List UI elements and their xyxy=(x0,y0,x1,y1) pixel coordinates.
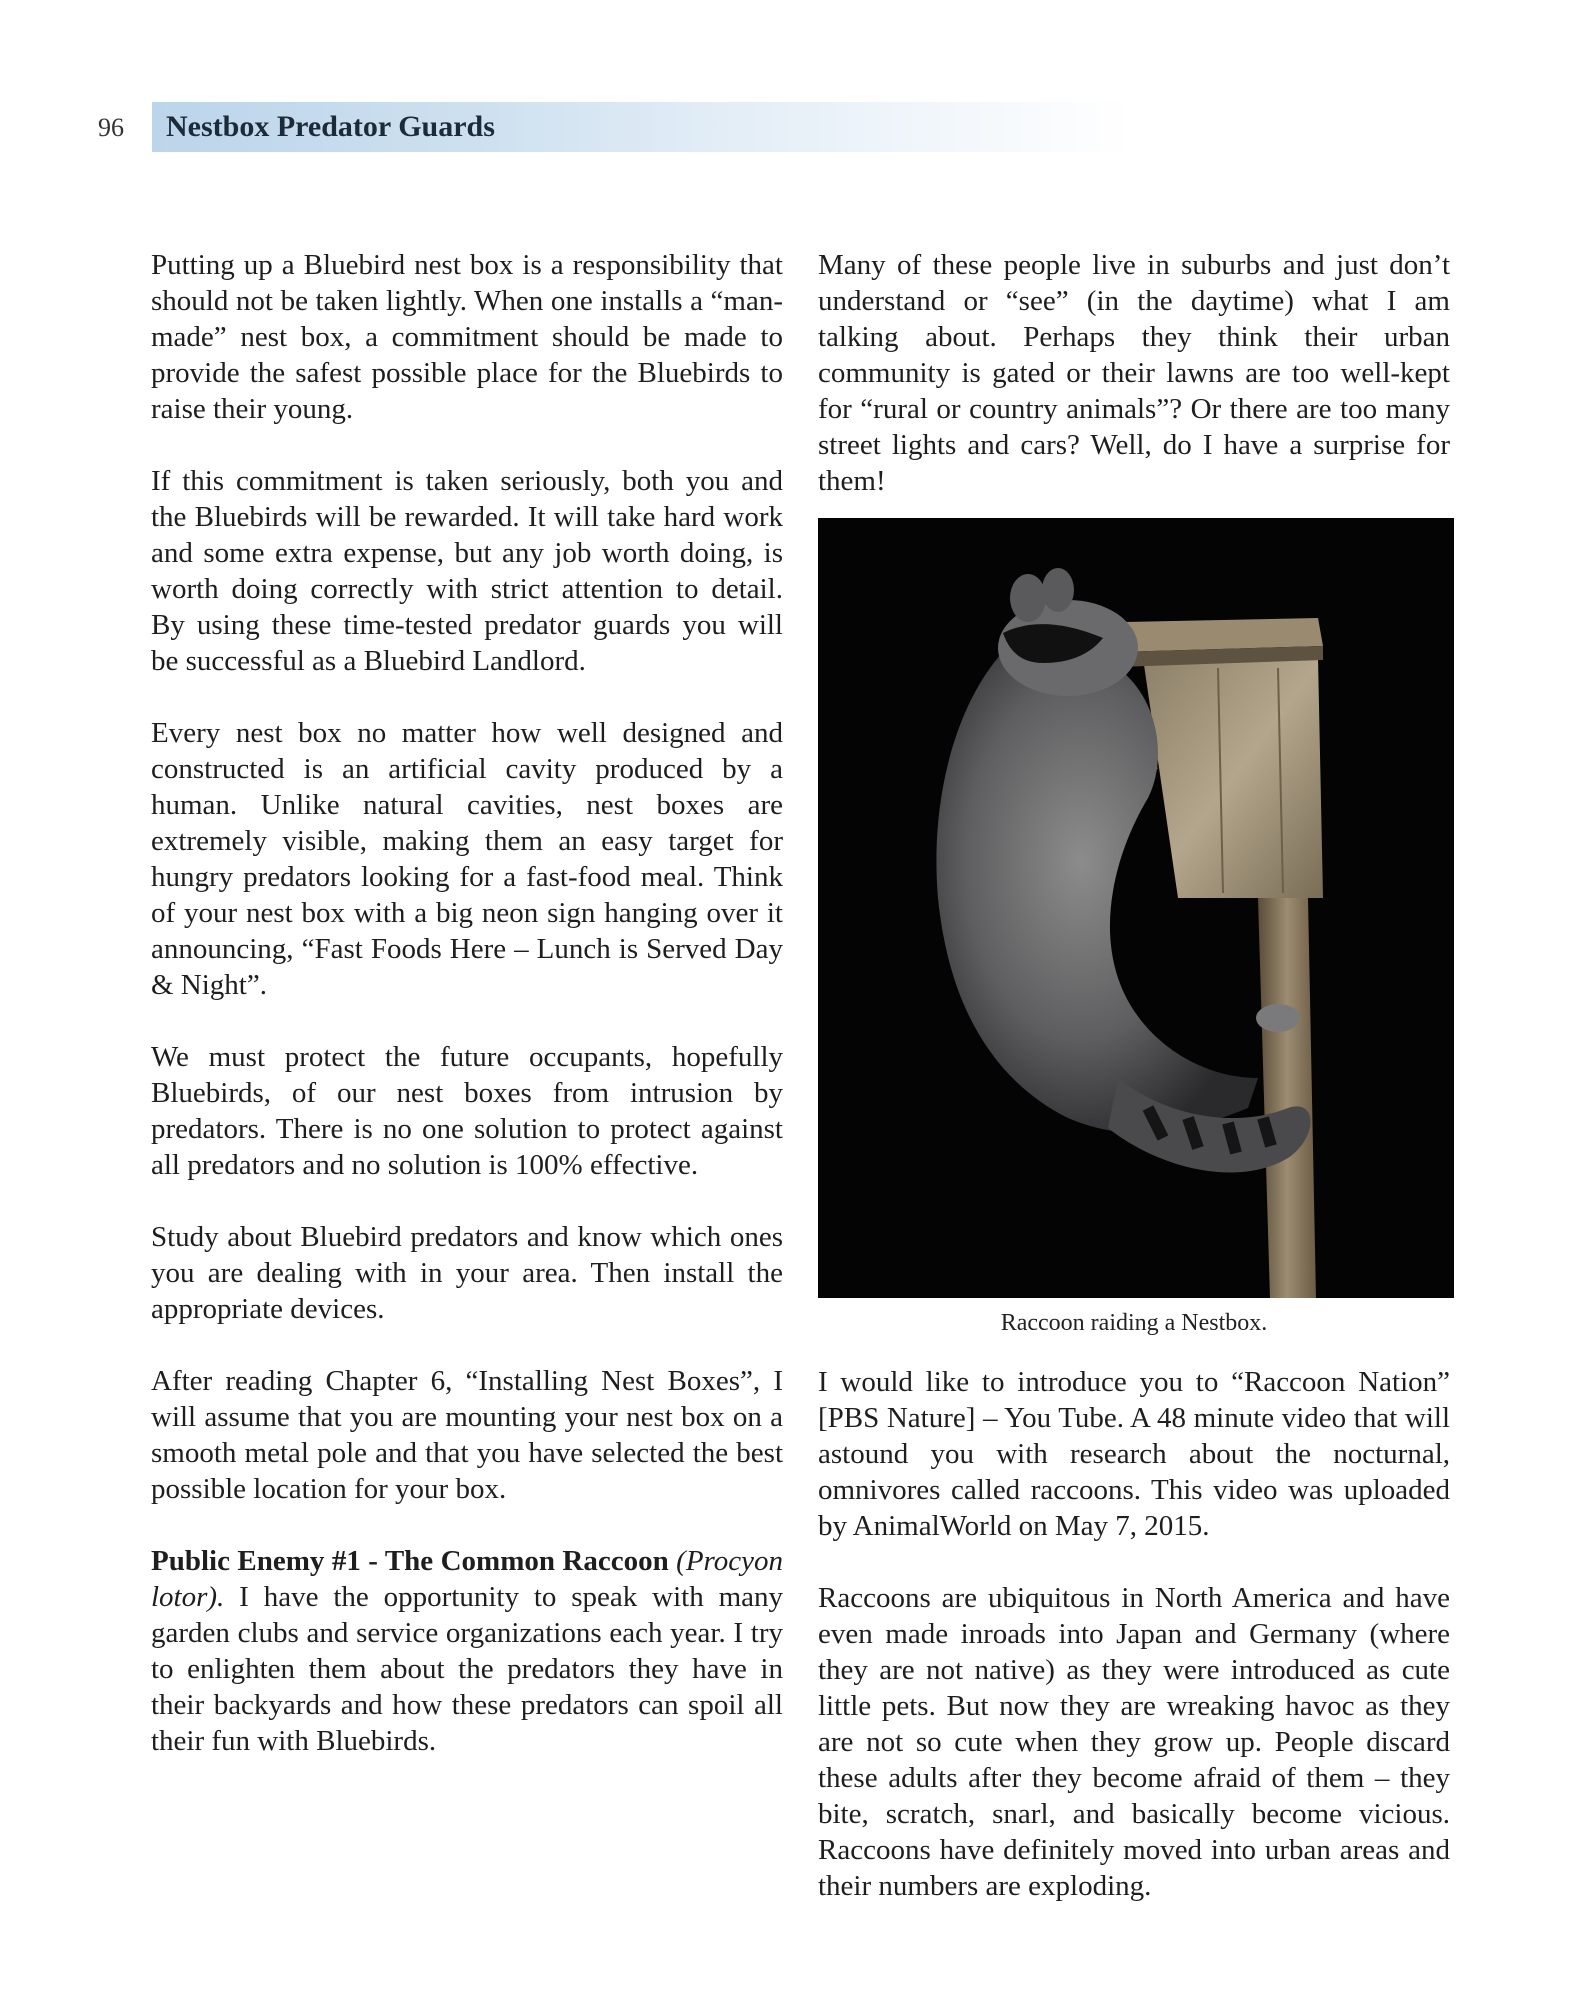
right-column xyxy=(818,247,1450,1904)
paragraph: Many of these people live in suburbs and just don’t understand or “see” (in the daytime) what I am talking about. Perhaps they think their urban community is gated or their lawns are too well-kept for “rural or country animals”? Or there are too many street lights and cars? Well, do I have a surprise for them! xyxy=(818,249,1450,497)
paragraph-public-enemy xyxy=(151,1543,783,1759)
page-title: Nestbox Predator Guards xyxy=(166,110,495,143)
paragraph: We must protect the future occupants, hopefully Bluebirds, of our nest boxes from intrusion by predators. There is no one solution to protect against all predators and no solution is 100% effective. xyxy=(151,1041,783,1181)
raccoon-illustration xyxy=(818,518,1454,1298)
paragraph: Putting up a Bluebird nest box is a responsibility that should not be taken lightly. When one installs a “man-made” nest box, a commitment should be made to provide the safest possible place for the Bluebirds to raise their young. xyxy=(151,249,783,425)
paragraph: Study about Bluebird predators and know which ones you are dealing with in your area. Then install the appropriate devices. xyxy=(151,1221,783,1325)
latin-name: (Procyon lotor). xyxy=(151,1545,783,1613)
section-lead: Public Enemy #1 - The Common Raccoon xyxy=(151,1545,669,1577)
page-number: 96 xyxy=(98,113,124,142)
paragraph: Every nest box no matter how well designed and constructed is an artificial cavity produced by a human. Unlike natural cavities, nest boxes are extremely visible, making them an easy target for hungry predators looking for a fast-food meal. Think of your nest box with a big neon sign hanging over it announcing, “Fast Foods Here – Lunch is Served Day & Night”. xyxy=(151,717,783,1001)
paragraph: Raccoons are ubiquitous in North America and have even made inroads into Japan and Germany (where they are not native) as they were introduced as cute little pets. But now they are wreaking havoc as they are not so cute when they grow up. People discard these adults after they become afraid of them – they bite, scratch, snarl, and basically become vicious. Raccoons have definitely moved into urban areas and their numbers are exploding. xyxy=(818,1582,1450,1902)
paragraph-text: I have the opportunity to speak with many garden clubs and service organizations each year. I try to enlighten them about the predators they have in their backyards and how these predators can spoil all their fun with Bluebirds. xyxy=(151,1581,783,1757)
raccoon-nestbox-photo xyxy=(818,518,1454,1298)
paragraph: I would like to introduce you to “Raccoon Nation” [PBS Nature] – You Tube. A 48 minute video that will astound you with research about the nocturnal, omnivores called raccoons. This video was uploaded by AnimalWorld on May 7, 2015. xyxy=(818,1366,1450,1542)
paragraph: If this commitment is taken seriously, both you and the Bluebirds will be rewarded. It will take hard work and some extra expense, but any job worth doing, is worth doing correctly with strict attention to detail. By using these time-tested predator guards you will be successful as a Bluebird Landlord. xyxy=(151,465,783,677)
left-column xyxy=(151,247,783,1759)
paragraph: After reading Chapter 6, “Installing Nest Boxes”, I will assume that you are mounting your nest box on a smooth metal pole and that you have selected the best possible location for your box. xyxy=(151,1365,783,1505)
photo-caption: Raccoon raiding a Nestbox. xyxy=(1000,1310,1268,1336)
